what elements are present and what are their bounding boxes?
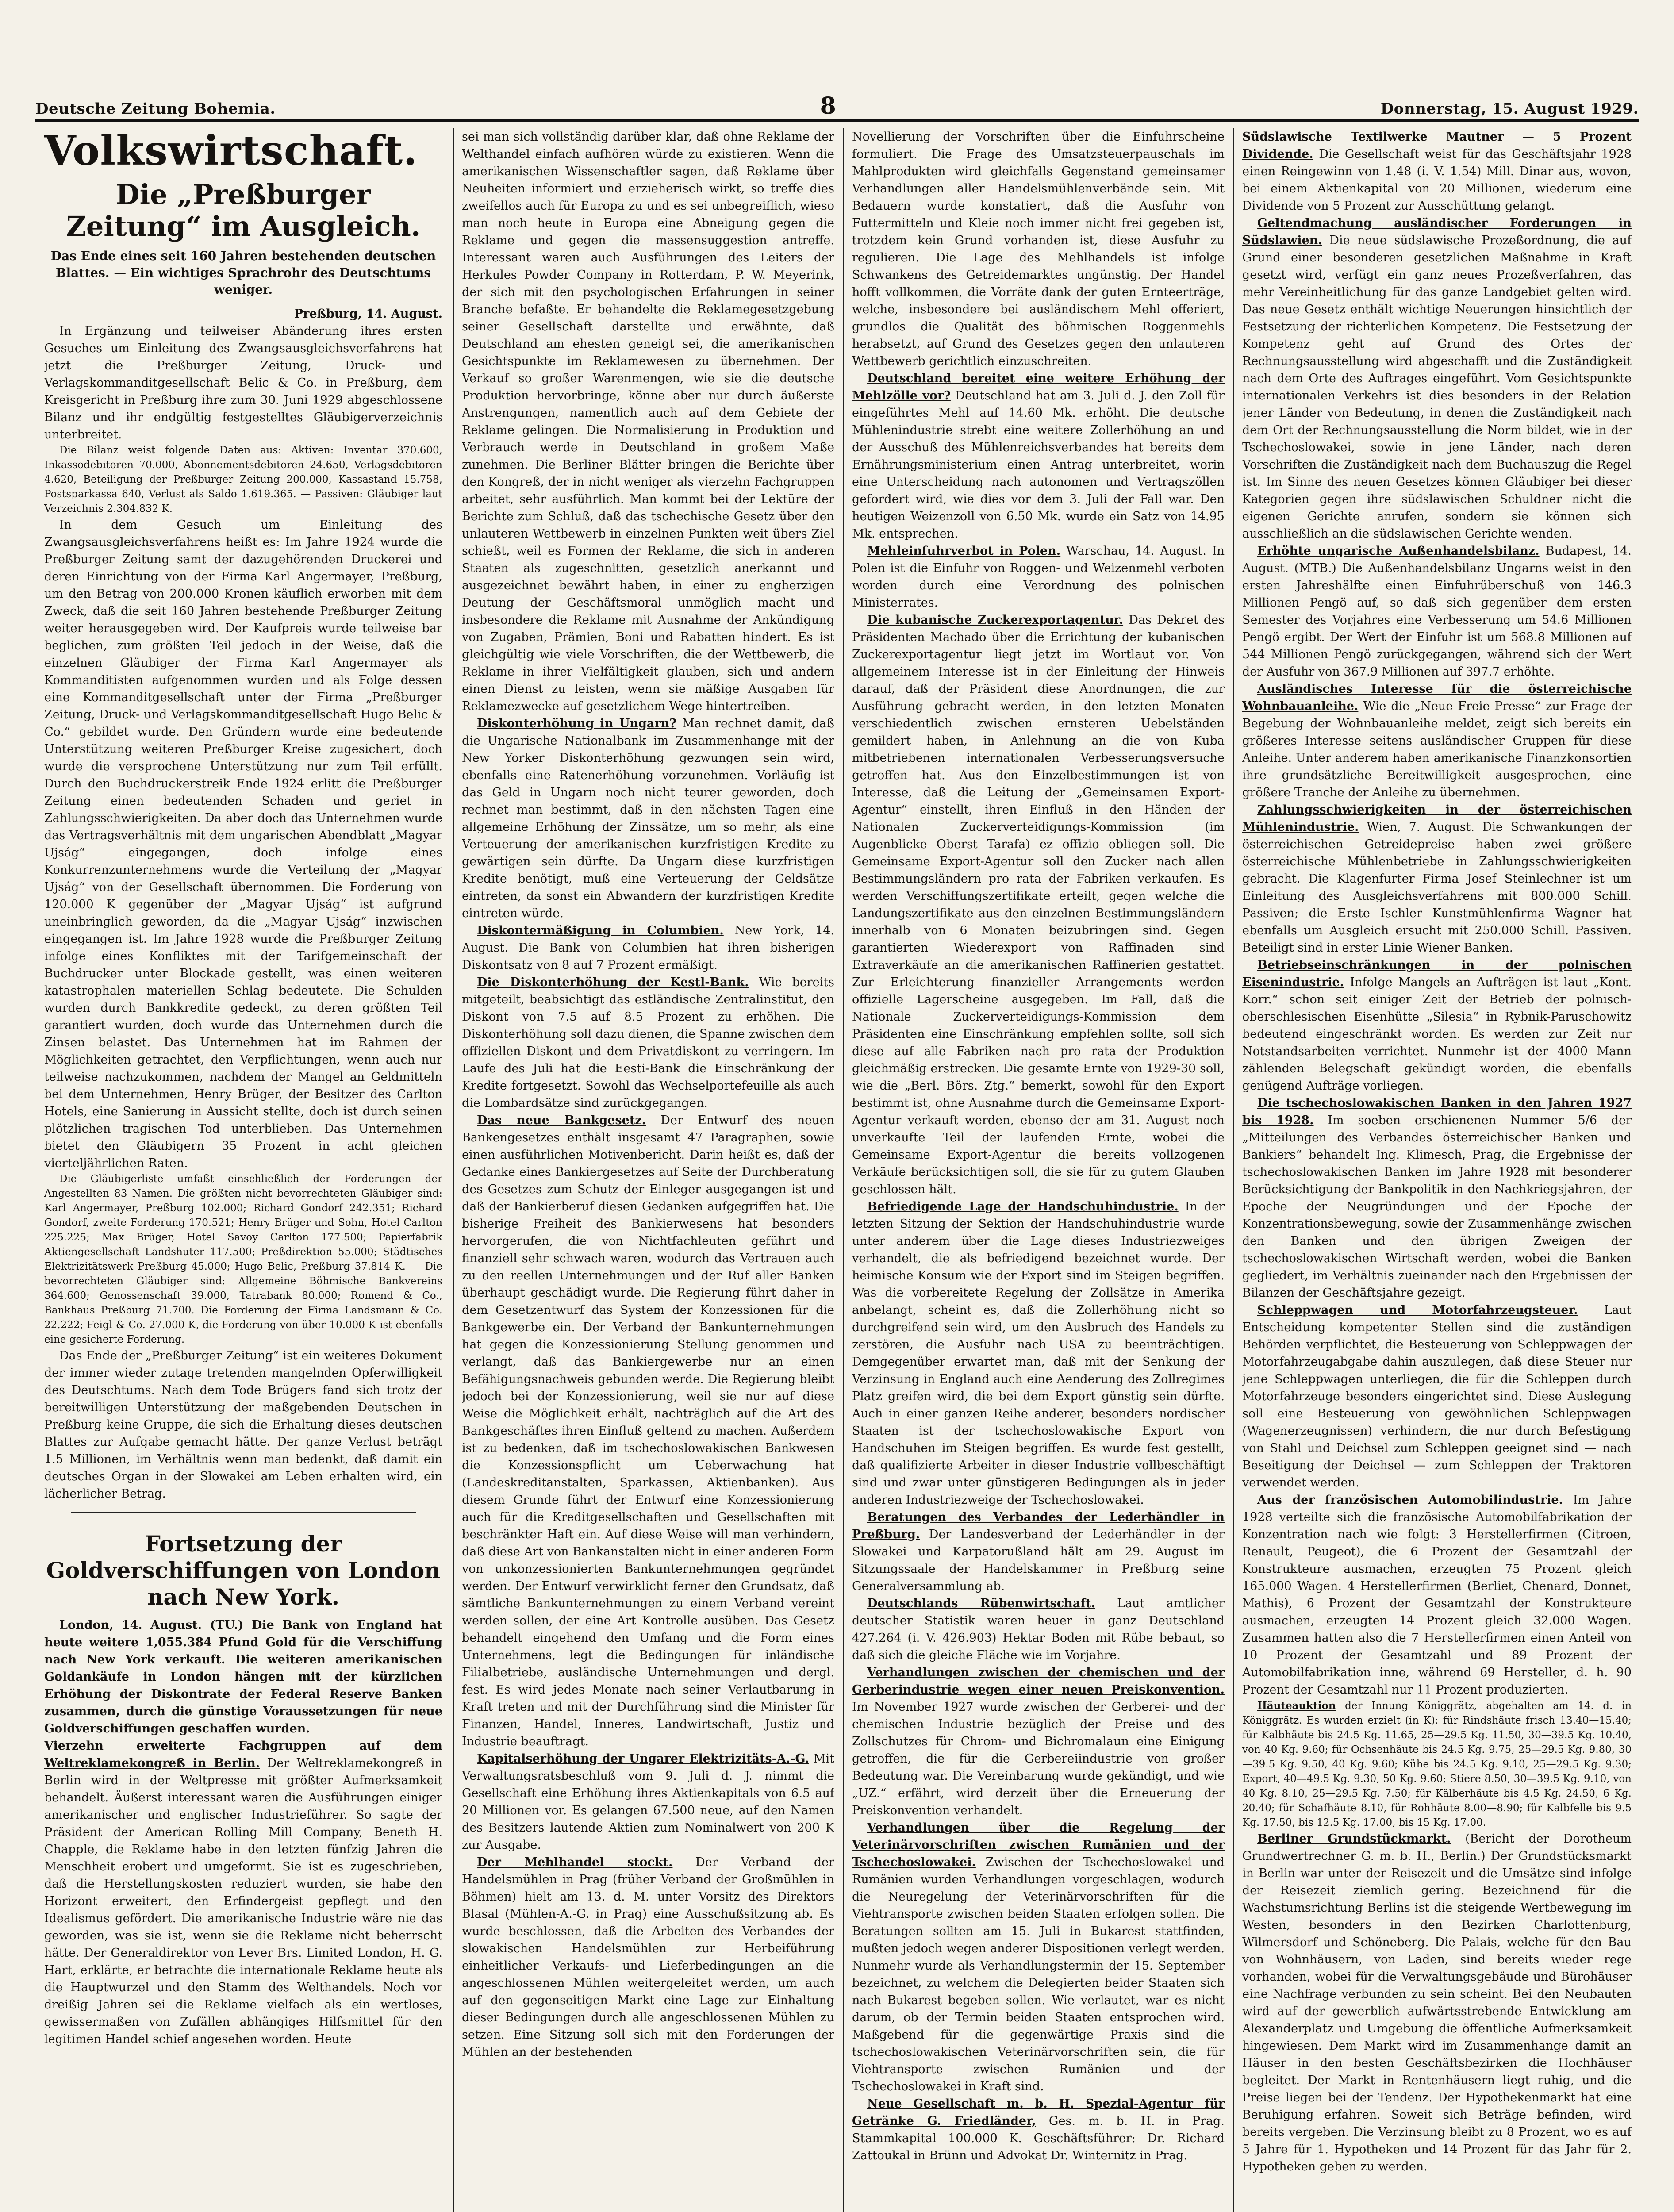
item-text: In der letzten Sitzung der Sektion der Handschuhindustrie wurde unter anderem über die Lage dieses Industriezweiges verhandelt, die als befriedigend bezeichnet wurde. Der heimische Konsum wie der Export sind im Steigen begriffen. Was die vorbereitete Regelung der Zollsätze in Amerika anbelangt, scheint es, daß die Zollerhöhung nicht so durchgreifend sein wird, um den Ausbruch des Handels zu zerstören, die Ausfuhr nach USA zu beeinträchtigen. Demgegenüber erwartet man, daß mit der Senkung der Verzinsung in England auch eine Aenderung des Zollregimes Platz greifen wird, die bei dem Export günstig sein dürfte. Auch in einer ganzen Reihe anderer, besonders nordischer Staaten ist der tschechoslowakische Export von Handschuhen im Steigen begriffen. Es wurde fest gestellt, daß qualifizierte Arbeiter in dieser Industrie vollbeschäftigt sind und zwar unter günstigeren Bedingungen als in jeder anderen Industriezweige der Tschechoslowakei. (852, 1200, 1225, 1507)
item-heading: Diskontermäßigung in Columbien. (477, 924, 724, 937)
item-heading: Die kubanische Zuckerexportagentur. (867, 613, 1124, 627)
item-text: Die neue südslawische Prozeßordnung, die auf Grund einer besonderen gesetzlichen Maßnahme in Kraft gesetzt wird, verfügt ein ganz neues Prozeßverfahren, das mehr Vereinheitlichung für das ganze Landgebiet gelten wird. Das neue Gesetz enthält wichtige Neuerungen hinsichtlich der Festsetzung der richterlichen Kompetenz. Die Festsetzung der Kompetenz geht auf Grund des Ortes der Rechnungsausstellung wird abgeschafft und die Zuständigkeit nach dem Orte des Auftrages eingeführt. Vom Gesichtspunkte internationalen Verkehrs ist dies besonders in der Relation jener Länder von Bedeutung, in denen die Zuständigkeit nach dem Ort der Rechnungsausstellung die Norm bildet, wie in der Tschechoslowakei, sowie in jene Länder, nach deren Vorschriften die Zuständigkeit nach dem Buchauszug die Regel ist. Im Sinne des neuen Gesetzes können Gläubiger bei dieser Kategorien gegen ihre südslawischen Schuldner nicht die eigenen Gerichte anrufen, sondern sie können sich ausschließlich an die südslawischen Gerichte wenden. (1242, 234, 1632, 541)
column-2 (462, 128, 834, 2212)
item-text: Laut Entscheidung kompetenter Stellen sind die zuständigen Behörden verpflichtet, die Besteuerung von Schleppwagen der Motorfahrzeugabgabe dahin auszulegen, daß diese Steuer nur jene Schleppwagen unterliegen, die für die Schleppen durch Motorfahrzeuge besonders eingerichtet sind. Diese Auslegung soll eine Besteuerung von gewöhnlichen Schleppwagen (Wagenerzeugnissen) verhindern, die nur durch Befestigung von Stahl und Deichsel zum Schleppen geeignet sind — nach Beseitigung der Deichsel — zum Schleppen der Traktoren verwendet werden. (1242, 1303, 1632, 1490)
item-text: Im Jahre 1928 verteilte sich die französische Automobilfabrikation der Konzentration nach wie folgt: 3 Herstellerfirmen (Citroen, Renault, Peugeot), die 6 Prozent der Gesamtzahl der Konstrukteure ausmachen, erzeugten 75 Prozent gleich 165.000 Wagen. 4 Herstellerfirmen (Berliet, Chenard, Donnet, Mathis), 6 Prozent der Gesamtzahl der Konstrukteure ausmachen, erzeugten 14 Prozent gleich 32.000 Wagen. Zusammen hatten also die 7 Herstellerfirmen einen Anteil von 10 Prozent der Gesamtzahl und 89 Prozent der Automobilfabrikation inne, während 69 Hersteller, d. h. 90 Prozent der Gesamtzahl nur 11 Prozent produzierten. (1242, 1493, 1632, 1697)
item-heading: Neue Gesellschaft m. b. H. Spezial-Agentur für Getränke G. Friedländer, (852, 2097, 1225, 2128)
item-heading: Ausländisches Interesse für die österreichische Wohnbauanleihe. (1242, 682, 1632, 713)
newspaper-name: Deutsche Zeitung Bohemia. (35, 100, 276, 118)
item-text: der Innung Königgrätz, abgehalten am 14. d. in Königgrätz. Es wurden erzielt (in K): für Rindshäute frisch 13.40—15.40; für Kalbhäute bis 24.5 Kg. 11.65, 25—29.5 Kg. 11.50, 30—39.5 Kg. 10.40, von 40 Kg. 9.60; für Ochsenhäute bis 24.5 Kg. 9.75, 25—29.5 Kg. 9.80, 30—39.5 Kg. 9.50, 40 Kg. 9.60; Kühe bis 24.5 Kg. 9.10, 25—29.5 Kg. 9.30; Export, 40—49.5 Kg. 9.30, 50 Kg. 9.60; Stiere 8.50, 30—39.5 Kg. 9.10, von 40 Kg. 8.10, 25—29.5 Kg. 7.50; für Kälberhäute bis 4.5 Kg. 24.50, 6 Kg. 20.40; für Schafhäute 8.10, für Rohhäute 8.00—8.90; für Kalbfelle bis 9.5 Kg. 17.50, bis 12.5 Kg. 17.00, bis 15 Kg. 17.00. (1242, 1700, 1632, 1828)
item-heading: Befriedigende Lage der Handschuhindustrie. (867, 1200, 1179, 1214)
article-lead: London, 14. August. (TU.) Die Bank von England hat heute weitere 1,055.384 Pfund Gold für die Verschiffung nach New York verkauft. Die weiteren amerikanischen Goldankäufe in London hängen mit der kürzlichen Erhöhung der Diskontrate der Federal Reserve Banken zusammen, durch die günstige Voraussetzungen für neue Goldverschiffungen geschaffen wurden. (44, 1618, 442, 1736)
article-subheadline: Das Ende eines seit 160 Jahren bestehenden deutschen Blattes. — Ein wichtiges Sprachrohr des Deutschtums weniger. (50, 249, 436, 297)
item-text: Wie bereits mitgeteilt, beabsichtigt das estländische Zentralinstitut, den Diskont von 7.5 auf 8.5 Prozent zu erhöhen. Die Diskonterhöhung soll dazu dienen, die Spanne zwischen dem offiziellen Diskont und dem Privatdiskont zu verringern. Im Laufe des Juli hat die Eesti-Bank die Einschränkung der Kredite fortgesetzt. Sowohl das Wechselportefeuille als auch die Lombardsätze sind zurückgegangen. (462, 975, 834, 1110)
item-heading: Das neue Bankgesetz. (477, 1114, 646, 1127)
item-text: Warschau, 14. August. In Polen ist die Einfuhr von Roggen- und Weizenmehl verboten worden durch eine Verordnung des polnischen Ministerrates. (852, 544, 1225, 610)
column-3 (852, 128, 1225, 2212)
item-heading: Verhandlungen über die Regelung der Veterinärvorschriften zwischen Rumänien und der Tschechoslowakei. (852, 1821, 1225, 1869)
item-text: Im November 1927 wurde zwischen der Gerberei- und der chemischen Industrie bezüglich der Preise und des Zollschutzes für Chrom- und Bichromalaun eine Einigung getroffen, die für die Gerbereiindustrie von großer Bedeutung war. Die Vereinbarung wurde gekündigt, und wie „UZ.“ erfährt, wird derzeit über die Erneuerung der Preiskonvention verhandelt. (852, 1700, 1225, 1817)
column-divider (453, 128, 454, 2212)
item-text: Infolge Mangels an Aufträgen ist laut „Kont. Korr.“ schon seit einiger Zeit der Betrieb der polnisch-oberschlesischen Eisenhütte „Silesia“ in Rybnik-Paruschowitz bedeutend eingeschränkt worden. Es werden zur Zeit nur Notstandsarbeiten verrichtet. Nunmehr ist der 4000 Mann zählenden Belegschaft gekündigt worden, die ebenfalls genügend Aufträge vorliegen. (1242, 975, 1632, 1093)
article-paragraph: In dem Gesuch um Einleitung des Zwangsausgleichsverfahrens heißt es: Im Jahre 1924 wurde die Preßburger Zeitung samt der dazugehörenden Druckerei und deren Einrichtung von der Firma Karl Angermayer, Preßburg, um den Betrag von 200.000 Kronen käuflich erworben mit dem Zweck, daß die seit 160 Jahren bestehende Preßburger Zeitung weiter herausgegeben wird. Der Kaufpreis wurde teilweise bar beglichen, zum größten Teil jedoch in der Weise, daß die einzelnen Gläubiger der Firma Karl Angermayer als Kommanditisten aufgenommen wurden und als Folge dessen eine Kommanditgesellschaft unter der Firma „Preßburger Zeitung, Druck- und Verlagskommanditgesellschaft Hugo Belic & Co.“ gebildet wurde. Den Gründern wurde eine bedeutende Unterstützung weiteren Preßburger Kreise zugesichert, doch wurde die versprochene Unterstützung nur zum Teil erfüllt. Durch den Buchdruckerstreik Ende 1924 erlitt die Preßburger Zeitung einen bedeutenden Schaden und geriet in Zahlungsschwierigkeiten. Da aber doch das Unternehmen wurde das Vertragsverhältnis mit dem ungarischen Abendblatt „Magyar Ujság“ eingegangen, doch infolge eines Konkurrenzunternehmens wurde die Verteilung der „Magyar Ujság“ von der Gesellschaft übernommen. Die Forderung von 120.000 K gegenüber der „Magyar Ujság“ ist aufgrund uneinbringlich geworden, da die „Magyar Ujság“ inzwischen eingegangen ist. Im Jahre 1928 wurde die Preßburger Zeitung infolge eines Konfliktes mit der Tarifgemeinschaft der Buchdrucker unter Blockade gestellt, was einen weiteren katastrophalen materiellen Schlag bedeutete. Die Schulden wurden durch Bankkredite gedeckt, zu deren größten Teil garantiert wurden, doch wurde das Unternehmen durch die Zinsen belastet. Das Unternehmen hat im Rahmen der Möglichkeiten getrachtet, den Verpflichtungen, wenn auch nur teilweise nachzukommen, nachdem der Mangel an Geldmitteln bei dem Unternehmen, Henry Brüger, der Besitzer des Carlton Hotels, eine Sanierung in Aussicht stellte, doch ist durch seinen plötzlichen tragischen Tod unterblieben. Das Unternehmen bietet den Gläubigern 35 Prozent in acht gleichen vierteljährlichen Raten. (44, 518, 442, 1170)
item-text: Mit Verwaltungsratsbeschluß vom 9. Juli d. J. nimmt die Gesellschaft eine Erhöhung ihres Aktienkapitals von 6.5 auf 20 Millionen vor. Es gelangen 67.500 neue, auf den Namen des Besitzers lautende Aktien zum Nominalwert von 200 K zur Ausgabe. (462, 1752, 834, 1852)
item-heading: Deutschland bereitet eine weitere Erhöhung der Mehlzölle vor? (852, 372, 1225, 403)
item-heading: Kapitalserhöhung der Ungarer Elektrizitäts-A.-G. (477, 1752, 809, 1766)
item-heading: Zahlungsschwierigkeiten in der österreichischen Mühlenindustrie. (1242, 803, 1632, 834)
page-number: 8 (820, 92, 836, 119)
item-text: Der Entwurf des neuen Bankengesetzes enthält insgesamt 47 Paragraphen, sowie einen ausführlichen Motivenbericht. Darin heißt es, daß der Gedanke eines Bankiergesetzes auf Seite der Durchberatung des Gesetzes zum Schutz der Einleger ausgegangen ist und daß der Bankierberuf diesen Gedanken aufgegriffen hat. Die bisherige Freiheit des Bankierwesens hat besonders hervorgerufen, die von Nichtfachleuten geführt und finanziell sehr schwach waren, wodurch das Vertrauen auch zu den reellen Unternehmungen und der Ruf aller Banken überhaupt geschädigt wurde. Die Regierung führt daher in dem Gesetzentwurf das System der Konzessionen für die Bankgewerbe ein. Der Verband der Bankunternehmungen hat gegen die Konzessionierung Stellung genommen und verlangt, daß das Bankiergewerbe nur an einen Befähigungsnachweis gebunden werde. Die Regierung bleibt jedoch bei der Konzessionierung, weil sie nur auf diese Weise die Möglichkeit erhält, nachträglich auf die Art des Bankgeschäftes ihren Einfluß geltend zu machen. Außerdem ist zu bedenken, daß im tschechoslowakischen Bankwesen die Konzessionspflicht um Ueberwachung hat (Landeskreditanstalten, Sparkassen, Aktienbanken). Aus diesem Grunde führt der Entwurf eine Konzessionierung auch für die Kreditgesellschaften und Gesellschaften mit beschränkter Haft ein. Auf diese Weise will man verhindern, daß diese Art von Bankanstalten nicht in einer anderen Form von unkonzessionierten Bankunternehmungen gegründet werden. Der Entwurf verwirklicht ferner den Grundsatz, daß sämtliche Bankunternehmungen zu einem Verband vereint werden sollen, der eine Art Kontrolle ausüben. Das Gesetz behandelt eingehend den Umfang und die Form eines Unternehmens, legt die Bedingungen für inländische Filialbetriebe, ausländische Unternehmungen und dergl. fest. Es wird jedes Monate nach seiner Verlautbarung in Kraft treten und mit der Durchführung sind die Minister für Finanzen, Handel, Inneres, Landwirtschaft, Justiz und Industrie beauftragt. (462, 1114, 834, 1748)
item-heading: Betriebseinschränkungen in der polnischen Eisenindustrie. (1242, 958, 1632, 989)
item-heading: Der Mehlhandel stockt. (477, 1855, 673, 1869)
issue-date: Donnerstag, 15. August 1929. (1380, 100, 1639, 118)
item-text: Ges. m. b. H. in Prag. Stammkapital 100.000 K. Geschäftsführer: Dr. Richard Zattoukal in Brünn und Advokat Dr. Winternitz in Prag. (852, 2114, 1225, 2162)
item-text: Man rechnet damit, daß die Ungarische Nationalbank im Zusammenhange mit der New Yorker Diskonterhöhung gezwungen sein wird, ebenfalls eine Ratenerhöhung vorzunehmen. Vorläufig ist das Geld in Ungarn noch nicht teurer geworden, doch rechnet man bestimmt, daß in den nächsten Tagen eine allgemeine Erhöhung der Zinssätze, um so mehr, als eine Verteuerung der amerikanischen kurzfristigen Kredite zu gewärtigen sein dürfte. Da Ungarn diese kurzfristigen Kredite benötigt, muß eine Verteuerung der Geldsätze eintreten, da sonst ein Abwandern der kurzfristigen Kredite eintreten würde. (462, 717, 834, 920)
column-divider (843, 128, 844, 2212)
item-heading: Südslawische Textilwerke Mautner — 5 Prozent Dividende. (1242, 130, 1632, 161)
item-text: Zwischen der Tschechoslowakei und Rumänien wurden Verhandlungen vorgeschlagen, wodurch die Neuregelung der Veterinärvorschriften für die Viehtransporte zwischen beiden Staaten erfolgen sollen. Die Beratungen sollten am 15. Juli in Bukarest stattfinden, mußten jedoch wegen anderer Dispositionen verlegt werden. Nunmehr wurde als Verhandlungstermin der 15. September bezeichnet, zu welchem die Delegierten beider Staaten sich nach Bukarest begeben sollen. Wie verlautet, war es nicht darum, ob der Termin beiden Staaten entsprochen wird. Maßgebend für die gegenwärtige Praxis sind die tschechoslowakischen Veterinärvorschriften sein, die für Viehtransporte zwischen Rumänien und der Tschechoslowakei in Kraft sind. (852, 1855, 1225, 2093)
item-text: Der Landesverband der Lederhändler in der Slowakei und Karpatorußland hält am 29. August im Sitzungssaale der Handelskammer in Preßburg seine Generalversammlung ab. (852, 1528, 1225, 1593)
item-heading: Häuteauktion (1257, 1700, 1336, 1712)
masthead-rule (35, 119, 1639, 122)
separator (71, 1512, 416, 1513)
item-text: Im soeben erschienenen Nummer 5/6 der „Mitteilungen des Verbandes österreichischer Banken und Bankiers“ behandelt Ing. Klimesch, Prag, die Ergebnisse der tschechoslowakischen Banken im Jahre 1928 mit besonderer Berücksichtigung der Bankpolitik in den Nachkriegsjahren, der Epoche der Neugründungen und der Epoche der Konzentrationsbewegung, sowie der Zusammenhänge zwischen den Banken und den übrigen Zweigen der tschechoslowakischen Wirtschaft werden, wobei die Banken gegliedert, im Verhältnis zueinander nach den Ergebnissen der Bilanzen der Geschäftsjahre gezeigt. (1242, 1114, 1632, 1300)
article-headline: Fortsetzung der Goldverschiffungen von London nach New York. (46, 1531, 441, 1610)
item-heading: Schleppwagen und Motorfahrzeugsteuer. (1257, 1303, 1578, 1317)
item-heading: Die tschechoslowakischen Banken in den Jahren 1927 bis 1928. (1242, 1096, 1632, 1127)
dateline: Preßburg, 14. August. (294, 307, 442, 321)
balance-paragraph: Die Bilanz weist folgende Daten aus: Aktiven: Inventar 370.600, Inkassodebitoren 70.000, Abonnementsdebitoren 24.650, Verlagsdebitoren 4.620, Beteiligung der Preßburger Zeitung 200.000, Kassastand 15.758, Postsparkassa 640, Verlust als Saldo 1.619.365. — Passiven: Gläubiger laut Verzeichnis 2.304.832 K. (44, 445, 442, 515)
item-text: Budapest, 14. August. (MTB.) Die Außenhandelsbilanz Ungarns weist in den ersten Jahreshälfte einen Einfuhrüberschuß von 146.3 Millionen Pengö auf, so daß sich gegenüber dem ersten Semester des Vorjahres eine Verbesserung um 54.6 Millionen Pengö ergibt. Der Wert der Einfuhr ist um 568.8 Millionen auf 544 Millionen Pengö zurückgegangen, während sich der Wert der Ausfuhr von 367.9 Millionen auf 397.7 erhöhte. (1242, 544, 1632, 679)
article-paragraph: In Ergänzung und teilweiser Abänderung ihres ersten Gesuches um Einleitung des Zwangsausgleichsverfahrens hat jetzt die Preßburger Zeitung, Druck- und Verlagskommanditgesellschaft Belic & Co. in Preßburg, dem Kreisgericht in Preßburg ihre zum 30. Juni 1929 abgeschlossene Bilanz und ihr endgültig festgestelltes Gläubigerverzeichnis unterbreitet. (44, 324, 442, 442)
article-paragraph: Das Ende der „Preßburger Zeitung“ ist ein weiteres Dokument der immer wieder zutage tretenden mangelnden Opferwilligkeit des Deutschtums. Nach dem Tode Brügers fand sich trotz der bereitwilligen Unterstützung der maßgebenden Deutschen in Preßburg keine Gruppe, die sich die Erhaltung dieses deutschen Blattes zur Aufgabe gemacht hätte. Der ganze Verlust beträgt 1.5 Millionen, im Verhältnis wenn man bedenkt, daß damit ein deutsches Organ in der Slowakei am Leben erhalten wird, ein lächerlicher Betrag. (44, 1349, 442, 1501)
item-text: Wie die „Neue Freie Presse“ zur Frage der Begebung der Wohnbauanleihe meldet, zeigt sich bereits ein größeres Interesse seitens ausländischer Gruppen für diese Anleihe. Unter anderem haben amerikanische Finanzkonsortien ihre grundsätzliche Bereitwilligkeit ausgesprochen, eine größere Tranche der Anleihe zu übernehmen. (1242, 699, 1632, 799)
column-divider (1233, 128, 1234, 2212)
column-4 (1242, 128, 1632, 2212)
item-heading: Beratungen des Verbandes der Lederhändler in Preßburg. (852, 1510, 1225, 1541)
item-heading: Vierzehn erweiterte Fachgruppen auf dem Weltreklamekongreß in Berlin. (44, 1739, 442, 1770)
masthead (35, 87, 1639, 118)
item-heading: Geltendmachung ausländischer Forderungen in Südslawien. (1242, 216, 1632, 247)
column-1 (44, 128, 442, 2212)
article-paragraph: sei man sich vollständig darüber klar, daß ohne Reklame der Welthandel einfach aufhören würde zu existieren. Wenn die amerikanischen Wissenschaftler sagen, daß Reklame über Neuheiten informiert und erzieherisch wirkt, so treffe dies zweifellos auch für Europa zu und es sei unbegreiflich, wieso man noch heute in Europa eine Abneigung gegen die Reklame und gegen die massensuggestion antreffe. Interessant waren auch Ausführungen des Leiters der Herkules Powder Company in Rotterdam, P. W. Meyerink, der sich mit den psychologischen Erfahrungen in seiner Branche befaßte. Er behandelte die Reklamegesetzgebung seiner Gesellschaft darstellte und erwähnte, daß Deutschland am ehesten geneigt sei, die amerikanischen Gesichtspunkte im Reklamewesen zu übernehmen. Der Verkauf so großer Warenmengen, wie sie die deutsche Produktion hervorbringe, könne aber nur durch äußerste Anstrengungen, namentlich auch auf dem Gebiete der Reklame gelingen. Die Normalisierung in Produktion und Verbrauch werde in Deutschland in großem Maße zunehmen. Die Berliner Blätter bringen die Berichte über den Kongreß, der in nicht weniger als vierzehn Fachgruppen arbeitet, sehr ausführlich. Man kommt bei der Lektüre der Berichte zum Schluß, daß das tschechische Gesetz über den unlauteren Wettbewerb in einzelnen Punkten weit übers Ziel schießt, weil es Formen der Reklame, die sich in anderen Staaten als zugeschnitten, gesetzlich anerkannt und ausgezeichnet bewährt haben, in einer zu engherzigen Deutung der Geschäftsmoral unmöglich macht und insbesondere die Reklame mit Ausnahme der Ankündigung von Zugaben, Prämien, Boni und Rabatten hindert. Es ist gleichgültig wie viele Vorschriften, die der Wettbewerb, die Reklame in ihrer Vielfältigkeit glauben, sich und andern einen Dienst zu leisten, wenn sie mäßige Ausgaben für Reklamezwecke auf gesetzlichem Wege hintertreiben. (462, 130, 834, 713)
item-text: Die Gesellschaft weist für das Geschäftsjahr 1928 einen Reingewinn von 1.48 (i. V. 1.54) Mill. Dinar aus, wovon, bei einem Aktienkapital von 20 Millionen, wiederum eine Dividende von 5 Prozent zur Ausschüttung gelangt. (1242, 147, 1632, 213)
section-title: Volkswirtschaft. (44, 128, 418, 174)
item-text: New York, 14. August. Die Bank von Columbien hat ihren bisherigen Diskontsatz von 8 auf 7 Prozent ermäßigt. (462, 924, 834, 972)
item-heading: Erhöhte ungarische Außenhandelsbilanz. (1257, 544, 1540, 558)
item-heading: Berliner Grundstückmarkt. (1257, 1832, 1451, 1846)
item-heading: Mehleinfuhrverbot in Polen. (867, 544, 1061, 558)
item-text: Laut amtlicher deutscher Statistik waren heuer in ganz Deutschland 427.264 (i. V. 426.903) Hektar Boden mit Rübe bebaut, so daß sich die gleiche Fläche wie im Vorjahre. (852, 1597, 1225, 1662)
item-text: Der Verband der Handelsmühlen in Prag (früher Verband der Großmühlen in Böhmen) hielt am 13. d. M. unter Vorsitz des Direktors Blasal (Mühlen-A.-G. in Prag) eine Ausschußsitzung ab. Es wurde beschlossen, daß die Arbeiten des Verbandes der slowakischen Handelsmühlen zur Herbeiführung einheitlicher Verkaufs- und Lieferbedingungen an die angeschlossenen Mühlen weitergeleitet werden, um auch auf den gegenseitigen Markt eine Lage zur Einhaltung dieser Bedingungen durch alle angeschlossenen Mühlen zu setzen. Eine Sitzung soll sich mit den Forderungen der Mühlen an der bestehenden (462, 1855, 834, 2059)
item-heading: Deutschlands Rübenwirtschaft. (867, 1597, 1095, 1610)
item-heading: Diskonterhöhung in Ungarn? (477, 717, 677, 730)
article-paragraph: Novellierung der Vorschriften über die Einfuhrscheine formuliert. Die Frage des Umsatzsteuerpauschals im Mahlprodukten wird gleichfalls Gegenstand gemeinsamer Verhandlungen aller Handelsmühlenverbände sein. Mit Bedauern wurde konstatiert, daß die Ausfuhr von Futtermitteln und Kleie noch immer nicht frei gegeben ist, trotzdem kein Grund vorhanden ist, diese Ausfuhr zu regulieren. Die Lage des Mehlhandels ist infolge Schwankens des Getreidemarktes ungünstig. Der Handel hofft vollkommen, die Vorräte dank der guten Ernteerträge, welche, insbesondere bei ausländischem Mehl offeriert, grundlos die Qualität des böhmischen Roggenmehls herabsetzt, auf Grund des Gesetzes gegen den unlauteren Wettbewerb gerichtlich einzuschreiten. (852, 130, 1225, 368)
item-heading: Die Diskonterhöhung der Kestl-Bank. (477, 975, 749, 989)
creditors-paragraph: Die Gläubigerliste umfaßt einschließlich der Forderungen der Angestellten 83 Namen. Die größten nicht bevorrechteten Gläubiger sind: Karl Angermayer, Preßburg 102.000; Richard Gondorf 242.351; Richard Gondorf, zweite Forderung 170.521; Henry Brüger und Sohn, Hotel Carlton 225.225; Max Brüger, Hotel Savoy Carlton 177.500; Papierfabrik Aktiengesellschaft Landshuter 117.500; Preßdirektion 55.000; Städtisches Elektrizitätswerk Preßburg 45.000; Hugo Belic, Preßburg 37.814 K. — Die bevorrechteten Gläubiger sind: Allgemeine Böhmische Bankvereins 364.600; Genossenschaft 39.000, Tatrabank 80.000; Romend & Co., Bankhaus Preßburg 71.700. Die Forderung der Firma Landsmann & Co. 22.222; Feigl & Co. 27.000 K, die Forderung von über 10.000 K ist ebenfalls eine gesicherte Forderung. (44, 1173, 442, 1345)
item-text: Der Weltreklamekongreß in Berlin wird in der Weltpresse mit größter Aufmerksamkeit behandelt. Äußerst interessant waren die Ausführungen einiger amerikanischer und englischer Industrieführer. So sagte der Präsident der American Rolling Mill Company, Beneth H. Chapple, die Reklame habe in den letzten fünfzig Jahren die Menschheit erobert und umgeformt. Sie ist es zugeschrieben, daß die Herstellungskosten reduziert wurden, sie habe den Horizont erweitert, den Erfindergeist gepflegt und den Idealismus gefördert. Die amerikanische Industrie wäre nie das geworden, was sie ist, wenn sie die Reklame nicht beherrscht hätte. Der Generaldirektor von Lever Brs. Limited London, H. G. Hart, erklärte, er betrachte die internationale Reklame heute als die Hauptwurzel und den Stamm des Welthandels. Noch vor dreißig Jahren sei die Reklame vielfach als ein wertloses, gewissermaßen von Zufällen abhängiges Hilfsmittel für den legitimen Handel schief angesehen worden. Heute (44, 1756, 442, 2046)
item-text: (Bericht der Dorotheum Grundwertrechner G. m. b. H., Berlin.) Der Grundstücksmarkt in Berlin war unter der Reisezeit und die Umsätze sind infolge der Reisezeit ziemlich gering. Bezeichnend für die Wachstumsrichtung Berlins ist die steigende Wertbewegung im Westen, besonders in den Bezirken Charlottenburg, Wilmersdorf und Schöneberg. Die Palais, welche für den Bau von Wohnhäusern, von Laden, sind bereits wieder rege vorhanden, wobei für die Verwaltungsgebäude und Bürohäuser eine Nachfrage verbunden zu sein scheint. Bei den Neubauten wird auf der gewerblich aufwärtsstrebende Entwicklung am Alexanderplatz und Umgebung die öffentliche Aufmerksamkeit hingewiesen. Dem Markt wird im Zusammenhange damit an Häuser in den besten Geschäftsbezirken die Hochhäuser begleitet. Der Markt in Rentenhäusern liegt ruhig, und die Preise liegen bei der Tendenz. Der Hypothekenmarkt hat eine Beruhigung erfahren. Soweit sich Beträge befinden, wird bereits vergeben. Die Verzinsung bleibt zu 8 Prozent, wo es auf 5 Jahre für 1. Hypotheken und 14 Prozent für das Jahr für 2. Hypotheken geben zu werden. (1242, 1832, 1632, 2174)
item-heading: Aus der französischen Automobilindustrie. (1257, 1493, 1563, 1507)
item-heading: Verhandlungen zwischen der chemischen und der Gerberindustrie wegen einer neuen Preiskonvention. (852, 1666, 1225, 1697)
item-text: Deutschland hat am 3. Juli d. J. den Zoll für eingeführtes Mehl auf 14.60 Mk. erhöht. Die deutsche Mühlenindustrie strebt eine weitere Zollerhöhung an und der Ausschuß des Mühlenreichsverbandes hat bereits dem Ernährungsministerium einen Antrag unterbreitet, worin eine Unterscheidung nach autonomen und Vertragszöllen gefordert wird, wie dies vor dem 3. Juli der Fall war. Den heutigen Weizenzoll von 6.50 Mk. wurde ein Satz von 14.95 Mk. entsprechen. (852, 389, 1225, 541)
item-text: Das Dekret des Präsidenten Machado über die Errichtung der kubanischen Zuckerexportagentur liegt jetzt im Wortlaut vor. Von allgemeinem Interesse ist in der Einleitung der Hinweis darauf, daß der Präsident diese Anordnungen, die zur Ausführung gebracht werden, in den letzten Monaten verschiedentlich zwischen ernsteren Uebelständen gemildert haben, in Anlehnung an die von Kuba mitbetriebenen internationalen Verbesserungsversuche getroffen hat. Aus den Einzelbestimmungen ist von Interesse, daß die Leitung der „Gemeinsamen Export-Agentur“ einstellt, ihren Einfluß in den Händen der Nationalen Zuckerverteidigungs-Kommission (im Augenblicke Oberst Tarafa) ez offizio obliegen soll. Die Gemeinsame Export-Agentur soll den Zucker nach allen Bestimmungsländern pro rata der Fabriken verkaufen. Es werden Verschiffungszertifikate erteilt, gegen welche die Landungszertifikate aus den einzelnen Bestimmungsländern innerhalb von 6 Monaten beizubringen sind. Gegen garantierten Wiederexport von Raffinaden sind Extraverkäufe an die amerikanischen Raffinerien gestattet. Zur Erleichterung finanzieller Arrangements werden offizielle Lagerscheine ausgegeben. Im Fall, daß die Nationale Zuckerverteidigungs-Kommission dem Präsidenten eine Einschränkung empfehlen sollte, soll sich diese auf alle Fabriken nach pro rata der Produktion gleichmäßig erstrecken. Die gesamte Ernte von 1929-30 soll, wie die „Berl. Börs. Ztg.“ bemerkt, sowohl für den Export bestimmt ist, ohne Ausnahme durch die Gemeinsame Export-Agentur verkauft werden, ebenso der am 31. August noch unverkaufte Teil der laufenden Ernte, wobei die Gemeinsame Export-Agentur die bereits vollzogenen Verkäufe berücksichtigen soll, die sie für zu gutem Glauben geschlossen hält. (852, 613, 1225, 1196)
article-headline: Die „Preßburger Zeitung“ im Ausgleich. (66, 178, 421, 242)
item-text: Wien, 7. August. Die Schwankungen der österreichischen Getreidepreise haben zwei größere österreichische Mühlenbetriebe in Zahlungsschwierigkeiten gebracht. Die Klagenfurter Firma Josef Steinlechner ist um Einleitung des Ausgleichsverfahrens mit 800.000 Schill. Passiven; die Erste Ischler Kunstmühlenfirma Wagner hat ebenfalls um Ausgleich ersucht mit 250.000 Schill. Passiven. Beteiligt sind in erster Linie Wiener Banken. (1242, 820, 1632, 955)
